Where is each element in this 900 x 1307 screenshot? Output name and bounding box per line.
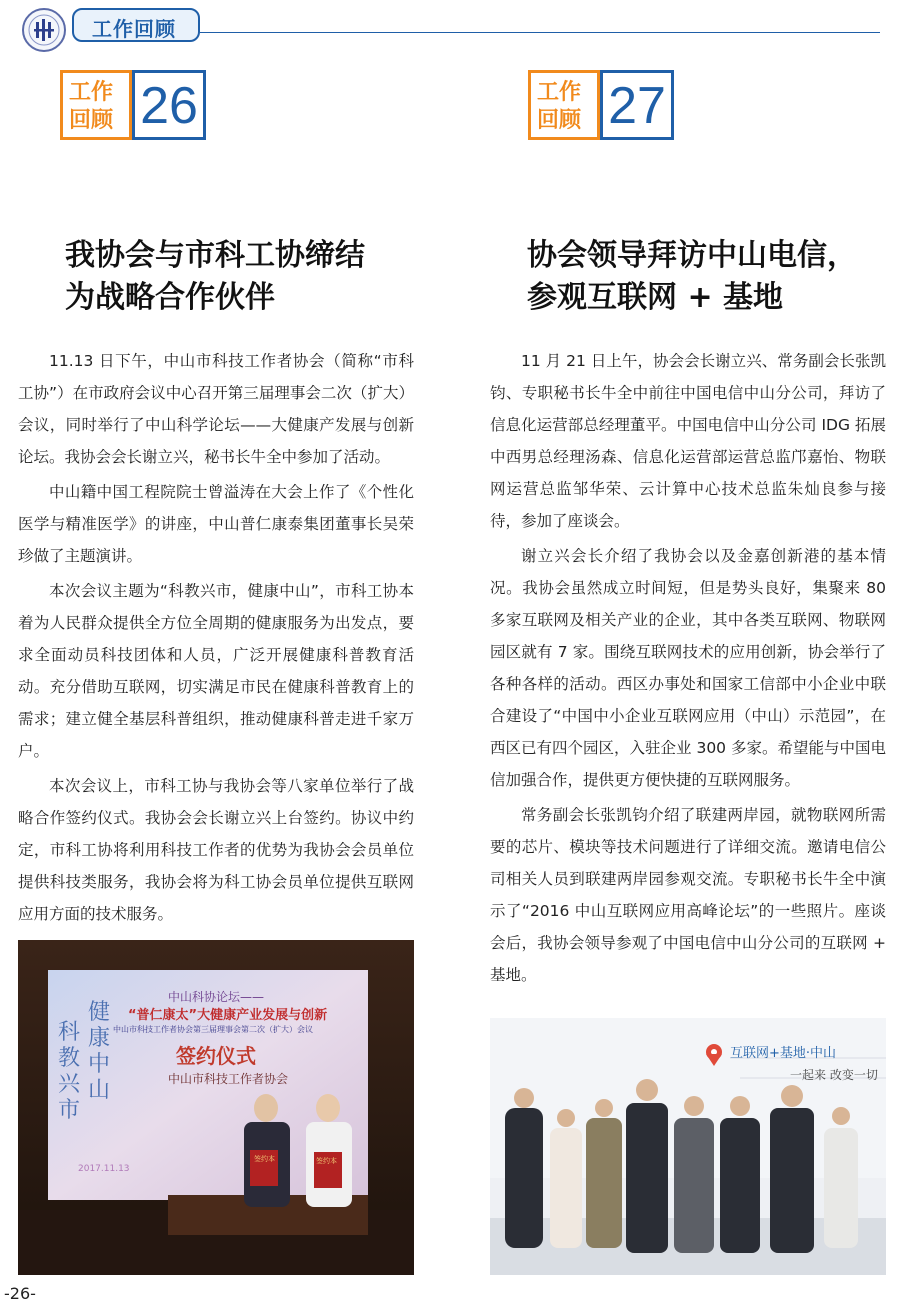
photo-org-text: 中山市科技工作者协会 xyxy=(168,1072,289,1086)
badge-label-line2: 回顾 xyxy=(69,108,114,133)
badge-number-box xyxy=(600,70,674,140)
left-article-title xyxy=(65,235,365,319)
photo-calligraphy-right: 健康中山 xyxy=(88,1000,111,1103)
header-divider xyxy=(200,32,880,33)
signing-ceremony-photo xyxy=(18,940,414,1275)
title-line: 参观互联网 + 基地 xyxy=(527,280,784,315)
photo-forum-title: 中山科协论坛—— xyxy=(168,990,265,1004)
paragraph: 谢立兴会长介绍了我协会以及金嘉创新港的基本情况。我协会虽然成立时间短，但是势头良好，集聚来 80 多家互联网及相关产业的企业，其中各类互联网、物联网园区就有 7 家。围绕互联网技术的应用创新，协会举行了各种各样的活动。西区办事处和国家工信部中小企业中联合建设了“中国中小企业互联网应用（中山）示范园”，在西区已有四个园区，入驻企业 300 多家。希望能与中国电信加强合作，提供更方便快捷的互联网服务。 xyxy=(490,547,886,789)
badge-label-line2: 回顾 xyxy=(537,108,582,133)
paragraph: 常务副会长张凯钧介绍了联建两岸园，就物联网所需要的芯片、模块等技术问题进行了详细交流。邀请电信公司相关人员到联建两岸园参观交流。专职秘书长牛全中演示了“2016 中山互联网应用高峰论坛”的一些照片。座谈会后，我协会领导参观了中国电信中山分公司的互联网 + 基地。 xyxy=(490,806,886,984)
right-article-title xyxy=(527,235,857,319)
group-visit-photo xyxy=(490,1018,886,1275)
title-line: 为战略合作伙伴 xyxy=(65,280,275,315)
photo-meeting-line: 中山市科技工作者协会第三届理事会第二次（扩大）会议 xyxy=(113,1025,313,1034)
badge-number: 27 xyxy=(608,77,666,135)
photo-calligraphy-left: 科教兴市 xyxy=(58,1020,81,1123)
section-tag xyxy=(72,8,200,42)
badge-label-line1: 工作 xyxy=(69,80,114,105)
photo-wall-sign: 互联网+基地·中山 xyxy=(730,1046,837,1061)
page-number: -26- xyxy=(4,1284,36,1303)
badge-number: 26 xyxy=(140,77,198,135)
photo-wall-slogan: 一起来 改变一切 xyxy=(790,1068,878,1082)
left-article-body xyxy=(18,345,414,933)
paragraph: 11 月 21 日上午，协会会长谢立兴、常务副会长张凯钧、专职秘书长牛全中前往中国电信中山分公司，拜访了信息化运营部总经理董平。中国电信中山分公司 IDG 拓展中西男总经理汤森、信息化运营部运营总监邝嘉怡、物联网运营总监邹华荣、云计算中心技术总监朱灿良参与接待，参加了座谈会。 xyxy=(490,352,886,530)
badge-label-box xyxy=(60,70,132,140)
section-title: 工作回顾 xyxy=(92,17,176,41)
photo-event-title: “普仁康太”大健康产业发展与创新 xyxy=(128,1008,328,1023)
title-line: 我协会与市科工协缔结 xyxy=(65,238,365,273)
badge-label-line1: 工作 xyxy=(537,80,582,105)
paragraph: 11.13 日下午，中山市科技工作者协会（简称“市科工协”）在市政府会议中心召开第三届理事会二次（扩大）会议，同时举行了中山科学论坛——大健康产发展与创新论坛。我协会会长谢立兴，秘书长牛全中参加了活动。 xyxy=(18,352,414,466)
photo-ceremony-text: 签约仪式 xyxy=(176,1044,256,1068)
paragraph: 本次会议上，市科工协与我协会等八家单位举行了战略合作签约仪式。我协会会长谢立兴上台签约。协议中约定，市科工协将利用科技工作者的优势为我协会会员单位提供科技类服务，我协会将为科工协会员单位提供互联网应用方面的技术服务。 xyxy=(18,777,414,923)
right-article-body xyxy=(490,345,886,994)
photo-folder-label: 签约本 xyxy=(254,1155,275,1163)
badge-label-box xyxy=(528,70,600,140)
title-line: 协会领导拜访中山电信， xyxy=(527,238,857,273)
paragraph: 中山籍中国工程院院士曾溢涛在大会上作了《个性化医学与精准医学》的讲座，中山普仁康泰集团董事长吴荣珍做了主题演讲。 xyxy=(18,483,414,565)
photo-folder-label: 签约本 xyxy=(316,1157,337,1165)
association-logo-icon xyxy=(22,8,66,52)
badge-number-box xyxy=(132,70,206,140)
page-header xyxy=(0,0,900,60)
paragraph: 本次会议主题为“科教兴市，健康中山”，市科工协本着为人民群众提供全方位全周期的健康服务为出发点，要求全面动员科技团体和人员，广泛开展健康科普教育活动。充分借助互联网，切实满足市民在健康科普教育上的需求；建立健全基层科普组织，推动健康科普走进千家万户。 xyxy=(18,582,414,760)
photo-date-stamp: 2017.11.13 xyxy=(78,1164,130,1174)
